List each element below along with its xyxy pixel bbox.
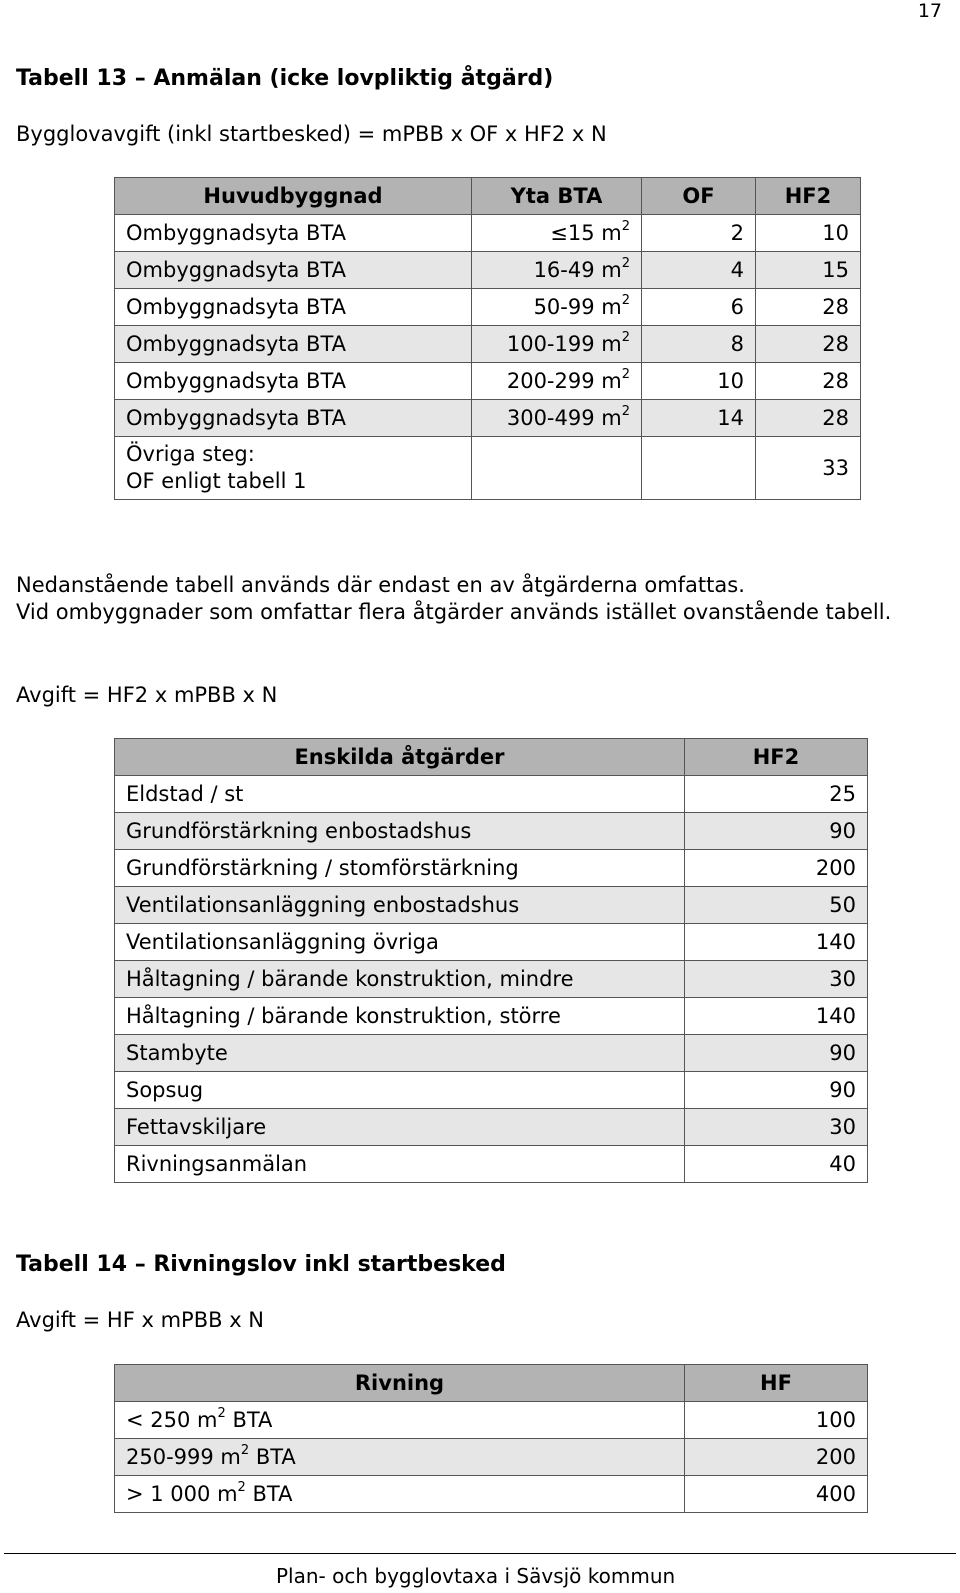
table13-heading: Tabell 13 – Anmälan (icke lovpliktig åtgärd) <box>16 66 554 91</box>
table-row <box>115 252 861 289</box>
rivning-header-label: Rivning <box>115 1365 685 1402</box>
table-row <box>115 1439 868 1476</box>
table-row <box>115 1072 868 1109</box>
row-label: Håltagning / bärande konstruktion, större <box>115 998 685 1035</box>
table13-header-row <box>115 178 861 215</box>
row-value: 90 <box>685 813 868 850</box>
table-row <box>115 776 868 813</box>
other-label <box>115 437 472 500</box>
label-exponent: 2 <box>217 1406 226 1421</box>
table-row <box>115 400 861 437</box>
table-row <box>115 326 861 363</box>
row-label <box>115 1402 685 1439</box>
rivning-table <box>114 1364 868 1513</box>
row-label: Ombyggnadsyta BTA <box>115 215 472 252</box>
row-value: 30 <box>685 1109 868 1146</box>
row-label: Ventilationsanläggning enbostadshus <box>115 887 685 924</box>
row-hf2: 28 <box>756 400 861 437</box>
area-unit-exponent: 2 <box>621 367 630 382</box>
enskilda-header-label: Enskilda åtgärder <box>115 739 685 776</box>
row-label <box>115 1476 685 1513</box>
row-value: 200 <box>685 850 868 887</box>
row-area <box>472 215 642 252</box>
row-label: Ombyggnadsyta BTA <box>115 289 472 326</box>
enskilda-body <box>115 776 868 1183</box>
row-hf2: 10 <box>756 215 861 252</box>
table-row <box>115 813 868 850</box>
label-prefix: > 1 000 m <box>126 1482 238 1506</box>
row-label: Eldstad / st <box>115 776 685 813</box>
row-label: Håltagning / bärande konstruktion, mindre <box>115 961 685 998</box>
row-hf2: 15 <box>756 252 861 289</box>
row-label: Ombyggnadsyta BTA <box>115 400 472 437</box>
table13-formula: Bygglovavgift (inkl startbesked) = mPBB x OF x HF2 x N <box>16 122 607 146</box>
other-label-line-2: OF enligt tabell 1 <box>126 469 307 493</box>
table-row <box>115 1109 868 1146</box>
row-value: 400 <box>685 1476 868 1513</box>
row-area <box>472 400 642 437</box>
row-hf2: 28 <box>756 289 861 326</box>
area-unit-exponent: 2 <box>621 293 630 308</box>
row-value: 25 <box>685 776 868 813</box>
table13 <box>114 177 861 500</box>
area-value: 300-499 m <box>506 406 622 430</box>
area-unit-exponent: 2 <box>621 219 630 234</box>
row-label: Grundförstärkning / stomförstärkning <box>115 850 685 887</box>
table-row <box>115 1146 868 1183</box>
row-of: 8 <box>642 326 756 363</box>
label-prefix: < 250 m <box>126 1408 218 1432</box>
row-label: Ventilationsanläggning övriga <box>115 924 685 961</box>
label-suffix: BTA <box>245 1482 293 1506</box>
table-row <box>115 363 861 400</box>
table-row <box>115 1476 868 1513</box>
label-exponent: 2 <box>237 1480 246 1495</box>
table-row <box>115 289 861 326</box>
label-suffix: BTA <box>225 1408 273 1432</box>
rivning-header-row <box>115 1365 868 1402</box>
footer-text: Plan- och bygglovtaxa i Sävsjö kommun <box>276 1564 676 1588</box>
row-label: Stambyte <box>115 1035 685 1072</box>
area-value: ≤15 m <box>550 221 622 245</box>
enskilda-table <box>114 738 868 1183</box>
row-value: 140 <box>685 998 868 1035</box>
row-value: 200 <box>685 1439 868 1476</box>
row-value: 50 <box>685 887 868 924</box>
area-value: 100-199 m <box>506 332 622 356</box>
row-value: 100 <box>685 1402 868 1439</box>
row-label: Fettavskiljare <box>115 1109 685 1146</box>
table13-header-huvudbyggnad: Huvudbyggnad <box>115 178 472 215</box>
table-row <box>115 1035 868 1072</box>
enskilda-formula: Avgift = HF2 x mPBB x N <box>16 683 278 707</box>
other-hf2: 33 <box>756 437 861 500</box>
page-number: 17 <box>917 0 942 22</box>
label-suffix: BTA <box>249 1445 296 1469</box>
table-row <box>115 1402 868 1439</box>
other-area-empty <box>472 437 642 500</box>
area-value: 16-49 m <box>533 258 622 282</box>
row-value: 90 <box>685 1072 868 1109</box>
row-label: Rivningsanmälan <box>115 1146 685 1183</box>
row-value: 30 <box>685 961 868 998</box>
rivning-body <box>115 1402 868 1513</box>
enskilda-header-row <box>115 739 868 776</box>
table-row <box>115 961 868 998</box>
table-row <box>115 998 868 1035</box>
note-line-1: Nedanstående tabell används där endast en av åtgärderna omfattas. <box>16 573 745 597</box>
row-label: Ombyggnadsyta BTA <box>115 326 472 363</box>
area-value: 200-299 m <box>506 369 622 393</box>
table13-body <box>115 215 861 500</box>
row-hf2: 28 <box>756 326 861 363</box>
table-row <box>115 887 868 924</box>
row-area <box>472 252 642 289</box>
table-row <box>115 850 868 887</box>
row-area <box>472 363 642 400</box>
area-unit-exponent: 2 <box>621 404 630 419</box>
row-label: Sopsug <box>115 1072 685 1109</box>
table-row <box>115 215 861 252</box>
row-of: 14 <box>642 400 756 437</box>
row-hf2: 28 <box>756 363 861 400</box>
enskilda-header-hf2: HF2 <box>685 739 868 776</box>
footer-divider <box>4 1553 956 1554</box>
label-exponent: 2 <box>240 1443 250 1458</box>
row-of: 10 <box>642 363 756 400</box>
area-unit-exponent: 2 <box>621 330 630 345</box>
table-row <box>115 924 868 961</box>
row-value: 40 <box>685 1146 868 1183</box>
row-area <box>472 326 642 363</box>
note-paragraph <box>16 572 916 626</box>
row-label: Grundförstärkning enbostadshus <box>115 813 685 850</box>
table14-formula: Avgift = HF x mPBB x N <box>16 1308 265 1332</box>
row-of: 2 <box>642 215 756 252</box>
area-value: 50-99 m <box>533 295 622 319</box>
row-label: Ombyggnadsyta BTA <box>115 363 472 400</box>
row-area <box>472 289 642 326</box>
rivning-header-hf: HF <box>685 1365 868 1402</box>
row-label: Ombyggnadsyta BTA <box>115 252 472 289</box>
table-row-other <box>115 437 861 500</box>
row-label <box>115 1439 685 1476</box>
table13-header-hf2: HF2 <box>756 178 861 215</box>
label-prefix: 250-999 m <box>126 1445 241 1469</box>
table13-header-of: OF <box>642 178 756 215</box>
area-unit-exponent: 2 <box>621 256 630 271</box>
other-of-empty <box>642 437 756 500</box>
other-label-line-1: Övriga steg: <box>126 442 255 466</box>
note-line-2: Vid ombyggnader som omfattar flera åtgärder används istället ovanstående tabell. <box>16 600 892 624</box>
row-of: 6 <box>642 289 756 326</box>
row-value: 90 <box>685 1035 868 1072</box>
row-of: 4 <box>642 252 756 289</box>
row-value: 140 <box>685 924 868 961</box>
table14-heading: Tabell 14 – Rivningslov inkl startbesked <box>16 1252 506 1277</box>
table13-header-yta: Yta BTA <box>472 178 642 215</box>
